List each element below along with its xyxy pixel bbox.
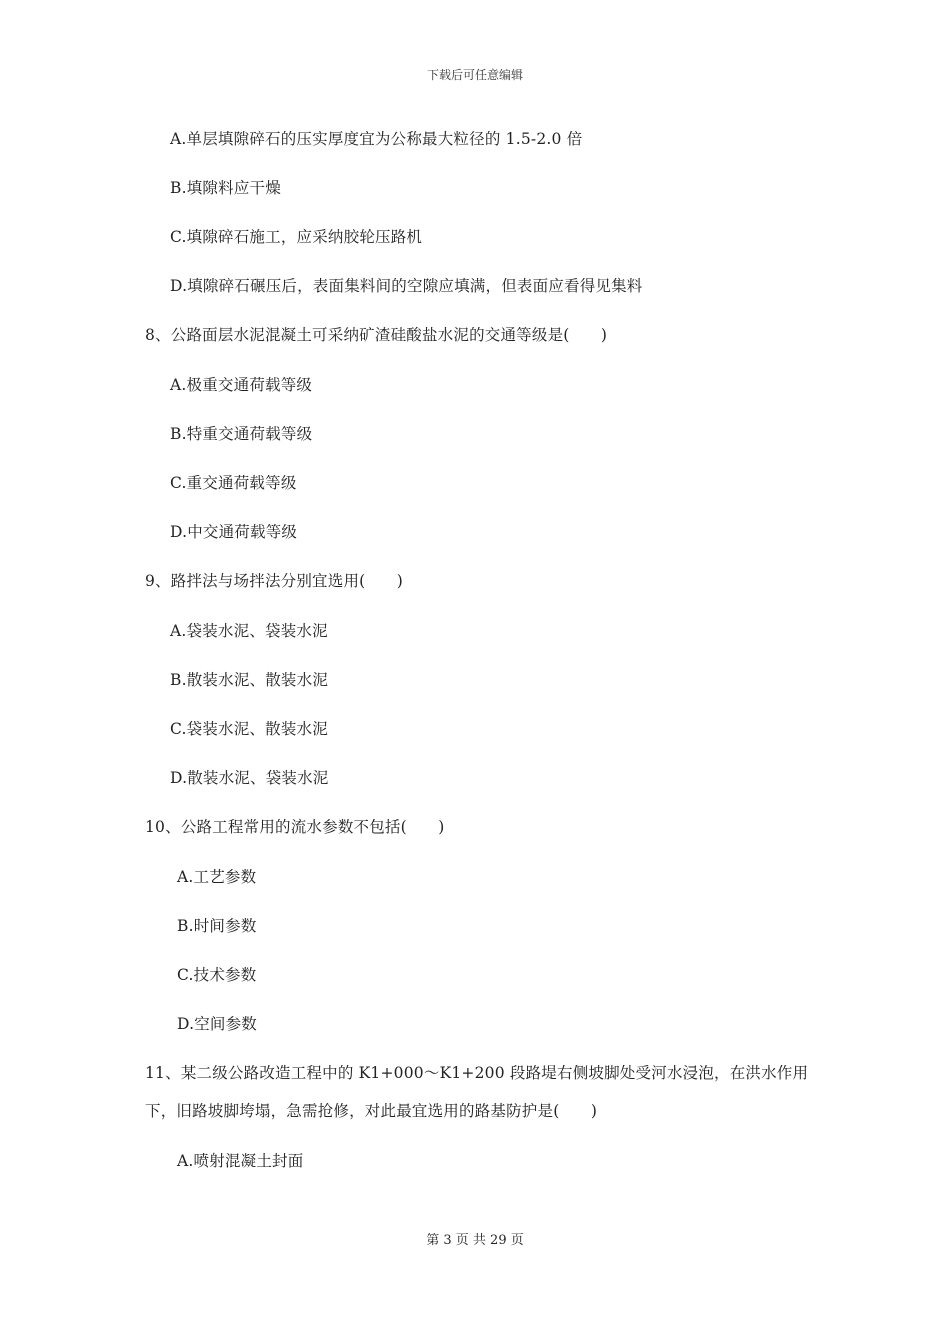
question-8: 8、公路面层水泥混凝土可采纳矿渣硅酸盐水泥的交通等级是( ) [145, 326, 608, 344]
option-8c: C.重交通荷载等级 [170, 474, 297, 492]
option-8a: A.极重交通荷载等级 [170, 376, 313, 394]
option-8d: D.中交通荷载等级 [170, 523, 298, 541]
option-7c: C.填隙碎石施工，应采纳胶轮压路机 [170, 228, 423, 246]
option-10a: A.工艺参数 [177, 868, 257, 886]
question-10: 10、公路工程常用的流水参数不包括( ) [145, 818, 445, 836]
option-9c: C.袋装水泥、散装水泥 [170, 720, 328, 738]
option-10d: D.空间参数 [177, 1015, 258, 1033]
question-11-line-2: 下，旧路坡脚垮塌，急需抢修，对此最宜选用的路基防护是( ) [145, 1102, 598, 1120]
question-9: 9、路拌法与场拌法分别宜选用( ) [145, 572, 404, 590]
option-9d: D.散装水泥、袋装水泥 [170, 769, 329, 787]
option-9b: B.散装水泥、散装水泥 [170, 671, 329, 689]
question-11-line-1: 11、某二级公路改造工程中的 K1+000～K1+200 段路堤右侧坡脚处受河水浸泡，在洪水作用 [145, 1064, 809, 1082]
page-footer: 第 3 页 共 29 页 [426, 1233, 524, 1248]
option-9a: A.袋装水泥、袋装水泥 [170, 622, 328, 640]
option-10c: C.技术参数 [177, 966, 257, 984]
option-11a: A.喷射混凝土封面 [177, 1152, 304, 1170]
option-10b: B.时间参数 [177, 917, 257, 935]
option-7d: D.填隙碎石碾压后，表面集料间的空隙应填满，但表面应看得见集料 [170, 277, 643, 295]
option-7b: B.填隙料应干燥 [170, 179, 281, 197]
option-7a: A.单层填隙碎石的压实厚度宜为公称最大粒径的 1.5-2.0 倍 [170, 130, 583, 148]
page-header: 下载后可任意编辑 [426, 68, 523, 82]
option-8b: B.特重交通荷载等级 [170, 425, 313, 443]
